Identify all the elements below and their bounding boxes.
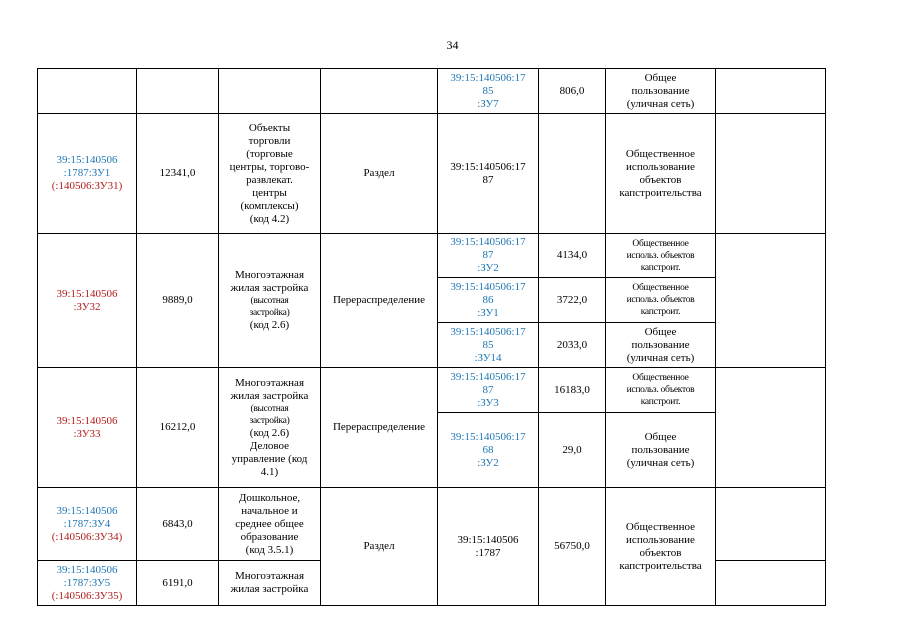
target-area-cell: 806,0 [539,69,606,114]
note-cell [716,368,826,488]
use-type-cell: Общественное использование объектов капстроительства [606,488,716,606]
method-cell: Раздел [321,488,438,606]
target-area-cell [539,114,606,234]
source-area-cell: 12341,0 [137,114,219,234]
target-plot-cell: 39:15:140506:17 86 :ЗУ1 [438,278,539,323]
table-row [38,114,826,234]
note-cell [716,114,826,234]
source-area-cell: 6191,0 [137,561,219,606]
permitted-use-cell: Многоэтажная жилая застройка [219,561,321,606]
source-plot-cell: 39:15:140506 :1787:ЗУ5 (:140506:ЗУ35) [38,561,137,606]
target-area-cell: 29,0 [539,413,606,488]
source-plot-cell: 39:15:140506 :ЗУ33 [38,368,137,488]
note-cell [716,69,826,114]
use-type-cell: Общественное использ. объектов капстроит. [606,278,716,323]
target-plot-cell: 39:15:140506:17 87 [438,114,539,234]
source-plot-cell: 39:15:140506 :1787:ЗУ4 (:140506:ЗУ34) [38,488,137,561]
table-row [38,488,826,561]
method-cell [321,69,438,114]
target-plot-cell: 39:15:140506 :1787 [438,488,539,606]
table-row [38,69,826,114]
method-cell: Раздел [321,114,438,234]
use-type-cell: Общее пользование (уличная сеть) [606,323,716,368]
target-area-cell: 3722,0 [539,278,606,323]
note-cell [716,561,826,606]
note-cell [716,488,826,561]
table-row [38,234,826,278]
target-area-cell: 56750,0 [539,488,606,606]
target-area-cell: 16183,0 [539,368,606,413]
use-type-cell: Общественное использ. объектов капстроит. [606,234,716,278]
use-type-cell: Общее пользование (уличная сеть) [606,69,716,114]
target-plot-cell: 39:15:140506:17 87 :ЗУ3 [438,368,539,413]
source-plot-cell: 39:15:140506 :ЗУ32 [38,234,137,368]
source-area-cell: 9889,0 [137,234,219,368]
target-area-cell: 2033,0 [539,323,606,368]
source-area-cell: 16212,0 [137,368,219,488]
table-row [38,368,826,413]
permitted-use-cell: Многоэтажная жилая застройка (высотная застройка) (код 2.6) [219,234,321,368]
target-plot-cell: 39:15:140506:17 68 :ЗУ2 [438,413,539,488]
method-cell: Перераспределение [321,368,438,488]
target-area-cell: 4134,0 [539,234,606,278]
use-type-cell: Общее пользование (уличная сеть) [606,413,716,488]
target-plot-cell: 39:15:140506:17 85 :ЗУ14 [438,323,539,368]
source-plot-cell [38,69,137,114]
permitted-use-cell: Объекты торговли (торговые центры, торгово- развлекат. центры (комплексы) (код 4.2) [219,114,321,234]
note-cell [716,234,826,368]
use-type-cell: Общественное использ. объектов капстроит. [606,368,716,413]
target-plot-cell: 39:15:140506:17 85 :ЗУ7 [438,69,539,114]
source-area-cell: 6843,0 [137,488,219,561]
land-plots-table [37,68,826,606]
source-plot-cell: 39:15:140506 :1787:ЗУ1 (:140506:ЗУ31) [38,114,137,234]
source-area-cell [137,69,219,114]
use-type-cell: Общественное использование объектов капстроительства [606,114,716,234]
permitted-use-cell: Дошкольное, начальное и среднее общее образование (код 3.5.1) [219,488,321,561]
page-number: 34 [446,38,459,52]
permitted-use-cell: Многоэтажная жилая застройка (высотная застройка) (код 2.6) Деловое управление (код 4.1) [219,368,321,488]
method-cell: Перераспределение [321,234,438,368]
permitted-use-cell [219,69,321,114]
target-plot-cell: 39:15:140506:17 87 :ЗУ2 [438,234,539,278]
